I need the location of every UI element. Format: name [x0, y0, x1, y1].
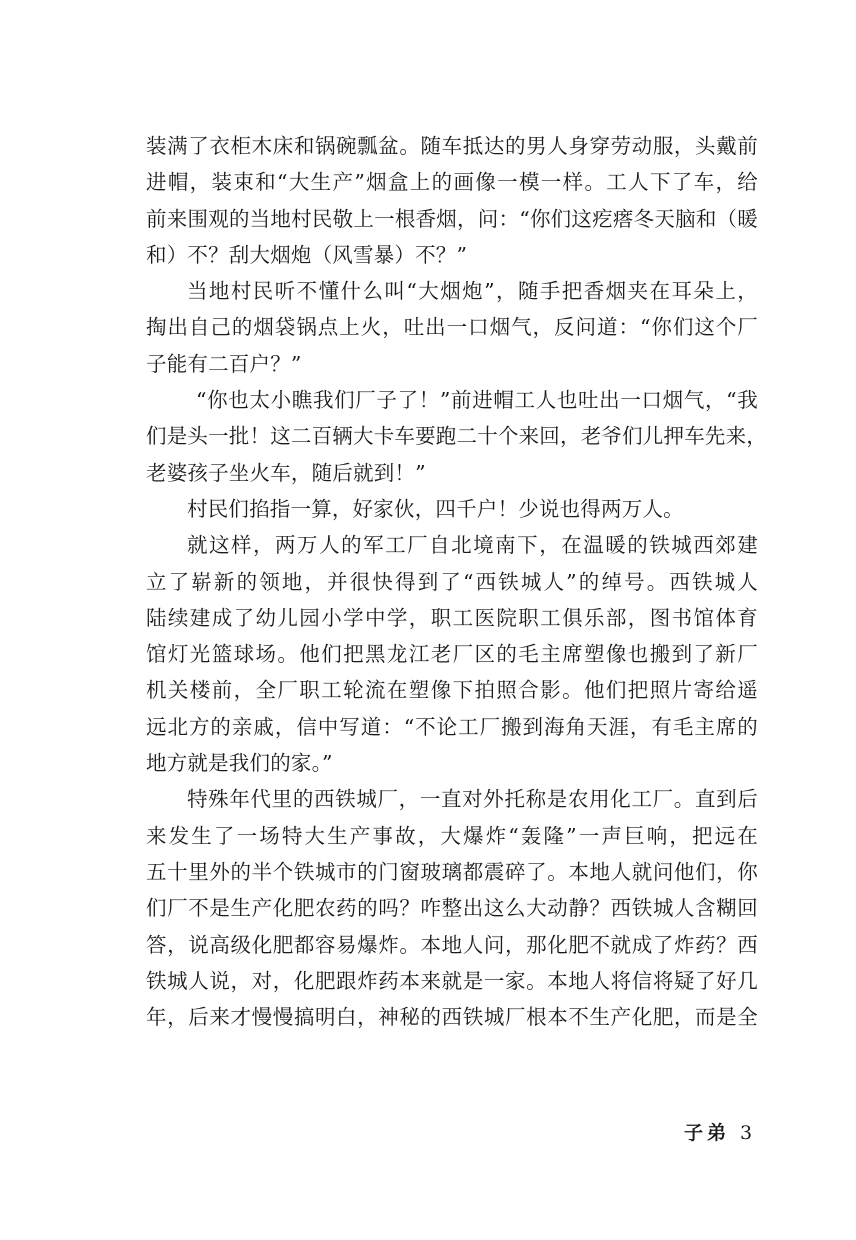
text-line: 们厂不是生产化肥农药的吗？咋整出这么大动静？西铁城人含糊回	[146, 896, 758, 921]
text-line: 老婆孩子坐火车，随后就到！”	[146, 460, 426, 485]
text-line: 前来围观的当地村民敬上一根香烟，问：“你们这疙瘩冬天脑和（暖	[146, 206, 758, 231]
body-text	[146, 128, 767, 1035]
text-line: 村民们掐指一算，好家伙，四千户！少说也得两万人。	[187, 496, 684, 521]
book-title: 子弟	[684, 1122, 731, 1144]
text-line: 年，后来才慢慢搞明白，神秘的西铁城厂根本不生产化肥，而是全	[146, 1005, 758, 1030]
text-line: 馆灯光篮球场。他们把黑龙江老厂区的毛主席塑像也搬到了新厂	[146, 642, 758, 667]
text-line: 铁城人说，对，化肥跟炸药本来就是一家。本地人将信将疑了好几	[146, 968, 758, 993]
text-line: 当地村民听不懂什么叫“大烟炮”，随手把香烟夹在耳朵上，	[187, 279, 758, 304]
text-line: 们是头一批！这二百辆大卡车要跑二十个来回，老爷们儿押车先来，	[146, 424, 767, 449]
text-line: 远北方的亲戚，信中写道：“不论工厂搬到海角天涯，有毛主席的	[146, 714, 758, 739]
text-line: 来发生了一场特大生产事故，大爆炸“轰隆”一声巨响，把远在	[146, 823, 758, 848]
text-line: 装满了衣柜木床和锅碗瓢盆。随车抵达的男人身穿劳动服，头戴前	[146, 134, 758, 158]
text-line: 五十里外的半个铁城市的门窗玻璃都震碎了。本地人就问他们，你	[146, 859, 758, 884]
text-line: 就这样，两万人的军工厂自北境南下，在温暖的铁城西郊建	[187, 533, 758, 558]
text-line: 地方就是我们的家。”	[146, 751, 333, 776]
text-line: 立了崭新的领地，并很快得到了“西铁城人”的绰号。西铁城人	[146, 569, 758, 594]
text-line: 机关楼前，全厂职工轮流在塑像下拍照合影。他们把照片寄给遥	[146, 678, 758, 703]
text-line: 答，说高级化肥都容易爆炸。本地人问，那化肥不就成了炸药？西	[146, 932, 758, 957]
text-line: 子能有二百户？”	[146, 351, 302, 376]
text-line: 掏出自己的烟袋锅点上火，吐出一口烟气，反问道：“你们这个厂	[146, 315, 758, 340]
running-footer	[684, 1121, 752, 1145]
text-line: “你也太小瞧我们厂子了！”前进帽工人也吐出一口烟气，“我	[196, 388, 758, 413]
text-line: 陆续建成了幼儿园小学中学，职工医院职工俱乐部，图书馆体育	[146, 605, 758, 630]
text-line: 进帽，装束和“大生产”烟盒上的画像一模一样。工人下了车，给	[146, 170, 758, 195]
page-number: 3	[740, 1122, 753, 1144]
text-line: 特殊年代里的西铁城厂，一直对外托称是农用化工厂。直到后	[187, 787, 758, 812]
text-line: 和）不？刮大烟炮（风雪暴）不？”	[146, 242, 468, 267]
